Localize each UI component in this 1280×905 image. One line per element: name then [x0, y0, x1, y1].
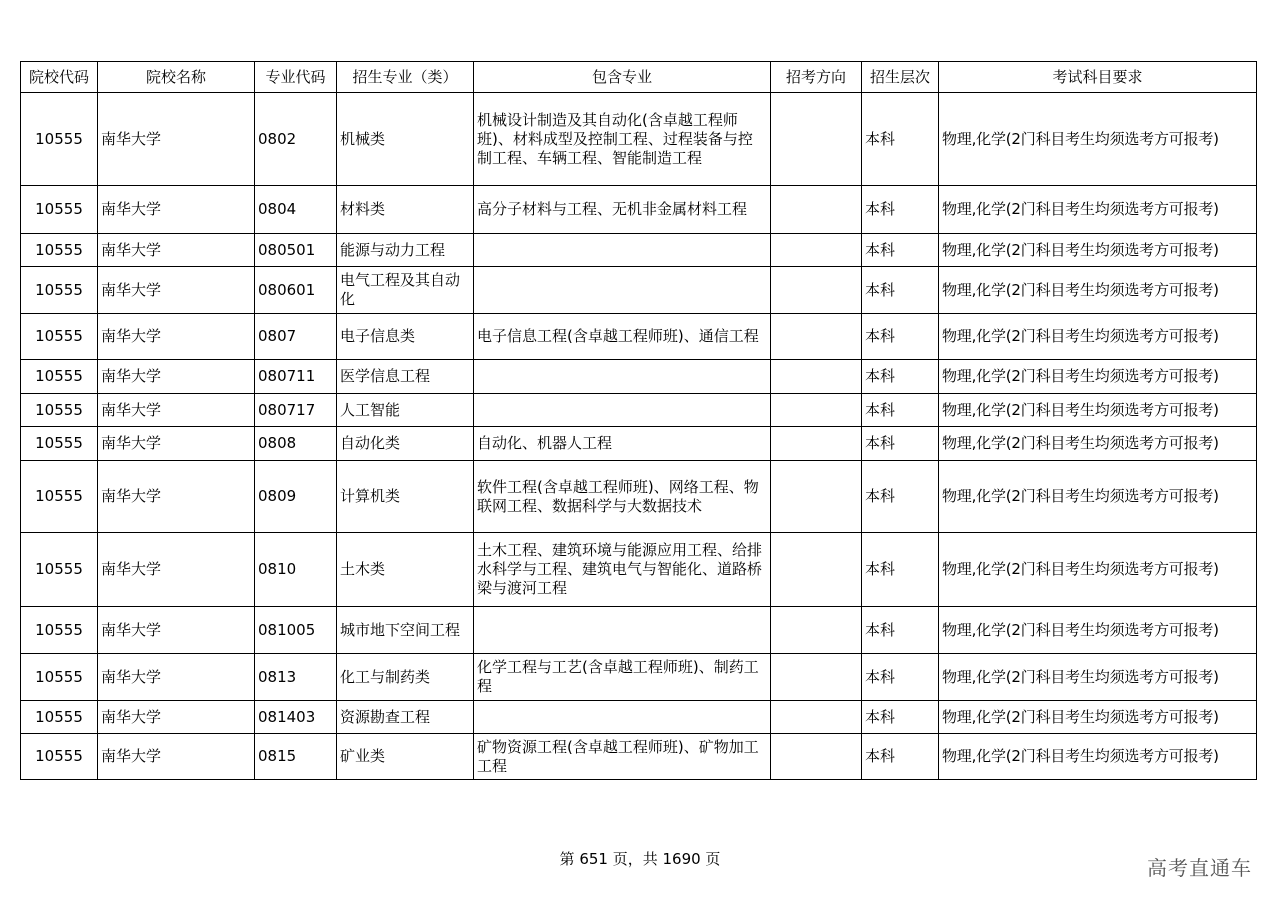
cell-school-name: 南华大学	[98, 394, 255, 427]
cell-included-majors: 化学工程与工艺(含卓越工程师班)、制药工程	[474, 654, 771, 701]
cell-major: 自动化类	[337, 427, 474, 461]
cell-major: 化工与制药类	[337, 654, 474, 701]
table-row	[21, 234, 1257, 267]
cell-included-majors	[474, 267, 771, 314]
cell-major: 人工智能	[337, 394, 474, 427]
cell-school-code: 10555	[21, 654, 98, 701]
cell-included-majors: 机械设计制造及其自动化(含卓越工程师班)、材料成型及控制工程、过程装备与控制工程、车辆工程、智能制造工程	[474, 93, 771, 186]
cell-major: 电气工程及其自动化	[337, 267, 474, 314]
cell-school-name: 南华大学	[98, 701, 255, 734]
cell-school-name: 南华大学	[98, 607, 255, 654]
cell-school-code: 10555	[21, 607, 98, 654]
cell-school-name: 南华大学	[98, 654, 255, 701]
cell-major-code: 080717	[255, 394, 337, 427]
cell-subject-requirements: 物理,化学(2门科目考生均须选考方可报考)	[939, 186, 1257, 234]
cell-major: 能源与动力工程	[337, 234, 474, 267]
cell-level: 本科	[862, 234, 939, 267]
cell-school-name: 南华大学	[98, 93, 255, 186]
cell-subject-requirements: 物理,化学(2门科目考生均须选考方可报考)	[939, 701, 1257, 734]
cell-school-name: 南华大学	[98, 314, 255, 360]
table-row	[21, 394, 1257, 427]
cell-subject-requirements: 物理,化学(2门科目考生均须选考方可报考)	[939, 234, 1257, 267]
cell-direction	[771, 461, 862, 533]
cell-major: 计算机类	[337, 461, 474, 533]
cell-major: 机械类	[337, 93, 474, 186]
header-included-majors: 包含专业	[474, 62, 771, 93]
cell-major: 土木类	[337, 533, 474, 607]
table-header-row	[21, 62, 1257, 93]
cell-direction	[771, 186, 862, 234]
cell-school-code: 10555	[21, 701, 98, 734]
table-row	[21, 360, 1257, 394]
cell-level: 本科	[862, 186, 939, 234]
cell-major: 医学信息工程	[337, 360, 474, 394]
cell-school-code: 10555	[21, 734, 98, 780]
cell-level: 本科	[862, 654, 939, 701]
cell-school-code: 10555	[21, 461, 98, 533]
cell-included-majors: 矿物资源工程(含卓越工程师班)、矿物加工工程	[474, 734, 771, 780]
cell-direction	[771, 427, 862, 461]
cell-school-code: 10555	[21, 533, 98, 607]
cell-level: 本科	[862, 360, 939, 394]
table-body	[21, 93, 1257, 780]
cell-school-name: 南华大学	[98, 533, 255, 607]
cell-school-name: 南华大学	[98, 267, 255, 314]
cell-direction	[771, 701, 862, 734]
table-row	[21, 186, 1257, 234]
table-row	[21, 267, 1257, 314]
cell-level: 本科	[862, 93, 939, 186]
cell-school-name: 南华大学	[98, 461, 255, 533]
table-row	[21, 427, 1257, 461]
cell-level: 本科	[862, 461, 939, 533]
cell-included-majors: 土木工程、建筑环境与能源应用工程、给排水科学与工程、建筑电气与智能化、道路桥梁与渡河工程	[474, 533, 771, 607]
cell-subject-requirements: 物理,化学(2门科目考生均须选考方可报考)	[939, 267, 1257, 314]
cell-direction	[771, 314, 862, 360]
table-row	[21, 734, 1257, 780]
cell-major: 材料类	[337, 186, 474, 234]
cell-major-code: 081005	[255, 607, 337, 654]
brand-watermark: 高考直通车	[1147, 856, 1252, 880]
cell-included-majors	[474, 701, 771, 734]
cell-school-name: 南华大学	[98, 186, 255, 234]
cell-subject-requirements: 物理,化学(2门科目考生均须选考方可报考)	[939, 461, 1257, 533]
cell-school-code: 10555	[21, 314, 98, 360]
cell-direction	[771, 394, 862, 427]
cell-school-name: 南华大学	[98, 234, 255, 267]
table-row	[21, 654, 1257, 701]
table-row	[21, 607, 1257, 654]
cell-subject-requirements: 物理,化学(2门科目考生均须选考方可报考)	[939, 607, 1257, 654]
cell-direction	[771, 267, 862, 314]
cell-level: 本科	[862, 267, 939, 314]
cell-school-code: 10555	[21, 186, 98, 234]
cell-direction	[771, 734, 862, 780]
cell-major-code: 0810	[255, 533, 337, 607]
table-row	[21, 314, 1257, 360]
cell-direction	[771, 607, 862, 654]
cell-school-name: 南华大学	[98, 360, 255, 394]
cell-major-code: 0802	[255, 93, 337, 186]
cell-direction	[771, 93, 862, 186]
cell-subject-requirements: 物理,化学(2门科目考生均须选考方可报考)	[939, 360, 1257, 394]
cell-school-code: 10555	[21, 360, 98, 394]
cell-major-code: 0804	[255, 186, 337, 234]
page-number: 第 651 页，共 1690 页	[559, 850, 721, 868]
cell-included-majors	[474, 394, 771, 427]
cell-direction	[771, 533, 862, 607]
admissions-table	[20, 61, 1257, 780]
cell-school-code: 10555	[21, 234, 98, 267]
cell-direction	[771, 234, 862, 267]
header-direction: 招考方向	[771, 62, 862, 93]
table-row	[21, 461, 1257, 533]
cell-direction	[771, 654, 862, 701]
cell-level: 本科	[862, 427, 939, 461]
cell-school-code: 10555	[21, 427, 98, 461]
cell-major-code: 080501	[255, 234, 337, 267]
cell-included-majors: 自动化、机器人工程	[474, 427, 771, 461]
cell-subject-requirements: 物理,化学(2门科目考生均须选考方可报考)	[939, 734, 1257, 780]
cell-school-name: 南华大学	[98, 427, 255, 461]
cell-subject-requirements: 物理,化学(2门科目考生均须选考方可报考)	[939, 654, 1257, 701]
cell-direction	[771, 360, 862, 394]
cell-level: 本科	[862, 701, 939, 734]
cell-included-majors: 电子信息工程(含卓越工程师班)、通信工程	[474, 314, 771, 360]
cell-major: 城市地下空间工程	[337, 607, 474, 654]
cell-subject-requirements: 物理,化学(2门科目考生均须选考方可报考)	[939, 93, 1257, 186]
cell-school-name: 南华大学	[98, 734, 255, 780]
cell-major-code: 0815	[255, 734, 337, 780]
cell-major: 矿业类	[337, 734, 474, 780]
cell-level: 本科	[862, 394, 939, 427]
cell-subject-requirements: 物理,化学(2门科目考生均须选考方可报考)	[939, 314, 1257, 360]
cell-school-code: 10555	[21, 394, 98, 427]
cell-level: 本科	[862, 734, 939, 780]
cell-major-code: 0809	[255, 461, 337, 533]
cell-school-code: 10555	[21, 93, 98, 186]
cell-school-code: 10555	[21, 267, 98, 314]
cell-level: 本科	[862, 533, 939, 607]
cell-included-majors	[474, 360, 771, 394]
cell-major-code: 081403	[255, 701, 337, 734]
cell-major-code: 080601	[255, 267, 337, 314]
cell-major: 资源勘查工程	[337, 701, 474, 734]
header-major: 招生专业（类）	[337, 62, 474, 93]
header-subject-requirements: 考试科目要求	[939, 62, 1257, 93]
cell-included-majors: 软件工程(含卓越工程师班)、网络工程、物联网工程、数据科学与大数据技术	[474, 461, 771, 533]
cell-included-majors: 高分子材料与工程、无机非金属材料工程	[474, 186, 771, 234]
cell-subject-requirements: 物理,化学(2门科目考生均须选考方可报考)	[939, 427, 1257, 461]
cell-included-majors	[474, 607, 771, 654]
header-school-code: 院校代码	[21, 62, 98, 93]
table-row	[21, 701, 1257, 734]
cell-major-code: 080711	[255, 360, 337, 394]
cell-major-code: 0807	[255, 314, 337, 360]
cell-major: 电子信息类	[337, 314, 474, 360]
cell-level: 本科	[862, 314, 939, 360]
cell-level: 本科	[862, 607, 939, 654]
cell-subject-requirements: 物理,化学(2门科目考生均须选考方可报考)	[939, 533, 1257, 607]
header-school-name: 院校名称	[98, 62, 255, 93]
header-level: 招生层次	[862, 62, 939, 93]
cell-subject-requirements: 物理,化学(2门科目考生均须选考方可报考)	[939, 394, 1257, 427]
cell-major-code: 0808	[255, 427, 337, 461]
table-row	[21, 93, 1257, 186]
cell-major-code: 0813	[255, 654, 337, 701]
table-row	[21, 533, 1257, 607]
header-major-code: 专业代码	[255, 62, 337, 93]
cell-included-majors	[474, 234, 771, 267]
